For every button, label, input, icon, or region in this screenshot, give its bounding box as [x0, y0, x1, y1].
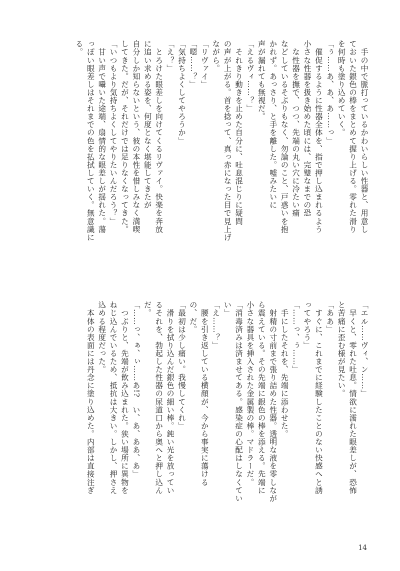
- text-line: つぶりと、先端が飲み込まれた。狭い場所に異物を: [120, 301, 130, 495]
- text-line: 射精の寸前まで張り詰めた性器。透明な液を零しなが: [268, 301, 278, 503]
- text-line: 「嗯……？」: [188, 40, 198, 89]
- text-line: な性器を撫で、つつ、先端の丸い穴に冷たい痛: [291, 40, 301, 218]
- text-line: かれず。あっさり、と手を離した。嘘みたいに: [268, 40, 278, 210]
- text-line: 小さな性器を扱き始めた頃には、完璧なまでの恐: [302, 40, 312, 218]
- text-line: 「え……？」: [211, 301, 221, 350]
- text-line: 「消毒済みは済ませてある。感染症の心配はしなくてい: [234, 301, 244, 503]
- text-line: ながら。: [211, 40, 221, 73]
- text-line: 「え？」: [166, 40, 176, 73]
- page-number: 14: [358, 544, 367, 552]
- text-line: 手にしたそれを、先端に添わせた。: [280, 301, 290, 438]
- text-line: を何時も塗り込めていく。: [337, 40, 347, 137]
- text-line: 本体の表面には丹念に塗り込めた。内部は直接注ぎ: [86, 301, 96, 495]
- text-line: の、だ。: [188, 301, 198, 334]
- text-line: それきり動きを止めた自分に、吐息混じりに疑問: [234, 40, 244, 226]
- text-line: だ。: [143, 301, 153, 318]
- text-line: 早くと、零れた吐息。情欲に濡れた眼差しが、恐怖: [348, 301, 358, 495]
- text-block-lower: [24, 301, 370, 539]
- text-line: してきた。だが、それだけでは足りなくなってきた。: [120, 40, 130, 234]
- text-line: い」: [223, 301, 233, 318]
- text-line: 手の中で脈打っているかわいらしい性器と、用意し: [360, 40, 369, 234]
- text-line: 「エル……ヴィ、ン……」: [360, 301, 369, 398]
- text-line: とろけた眼差しを向けてくるリヴァイ。快楽を奔放: [154, 40, 164, 234]
- text-line: ておいた銀色の棒をまとめて握り上げる。零れた滑り: [348, 40, 358, 234]
- text-line: 腰を引き返している横顔が、今から事実に蕩ける: [200, 301, 210, 487]
- text-line: の声が上がる。首を捻って、真っ赤になった目で見上げ: [223, 40, 233, 242]
- text-line: 「最初は少し痛い。我慢してくれ」: [177, 301, 187, 430]
- text-line: 「いつもより気持ちよくしてやりたいんだろう？」: [109, 40, 119, 226]
- text-line: 声が漏れても無視だ。: [257, 40, 267, 121]
- text-line: すぐに、これまでに経験したことのない快感へと誘: [314, 301, 324, 495]
- text-line: 込める程度だった。: [97, 301, 107, 374]
- text-line: 「リヴァイ」: [200, 40, 210, 89]
- text-line: 「……っ、ぁ、ぃ……あ!? い、あ、ああ、あ」: [131, 301, 141, 479]
- text-line: ってやろう」: [302, 301, 312, 350]
- text-line: 「気持ちよくしてやろうか」: [177, 40, 187, 145]
- text-line: に追い求める姿を、何度となく堪能してきたが: [143, 40, 153, 210]
- text-line: 滑りを拭り込んだ銀色の細い棒。鈍い光を放ってい: [166, 301, 176, 495]
- text-line: 小さな器具を挿入された金属製の棒。マドラーだ。: [245, 301, 255, 487]
- text-line: 甘い声で囁いた途端、扇情的な眼差しが揺れた。蕩: [97, 40, 107, 234]
- text-line: と苦痛に歪む様が見たい。: [337, 301, 347, 398]
- text-line: ら震えている。その先端に銀色の棒を添える。先端に: [257, 301, 267, 495]
- text-line: っぽい眼差しはそれまでの色を払拭していく。無意識に: [86, 40, 96, 242]
- text-line: 「ぅ……あ、あ、あ……っ」: [325, 40, 335, 145]
- text-line: 「……っ、ぅ……」: [291, 301, 301, 374]
- text-line: る。: [74, 40, 84, 57]
- text-line: 「えるヴィ……？」: [245, 40, 255, 113]
- text-line: 自分しか知らないという、彼の本性を惜しみなく満喫: [131, 40, 141, 234]
- text-line: などしているそぶりもなく、勿論のこと、戸惑いを抱: [280, 40, 290, 234]
- text-line: ねじ込んでいるため、抵抗は大きい。しかし、押さえ: [109, 301, 119, 495]
- text-block-upper: [24, 40, 370, 294]
- text-line: 「ああ」: [325, 301, 335, 334]
- text-line: るそれを、勃起した性器の尿道口から奥へと押し込ん: [154, 301, 164, 495]
- text-line: 催促するように性器全体を、指で押し込まれるよう: [314, 40, 324, 234]
